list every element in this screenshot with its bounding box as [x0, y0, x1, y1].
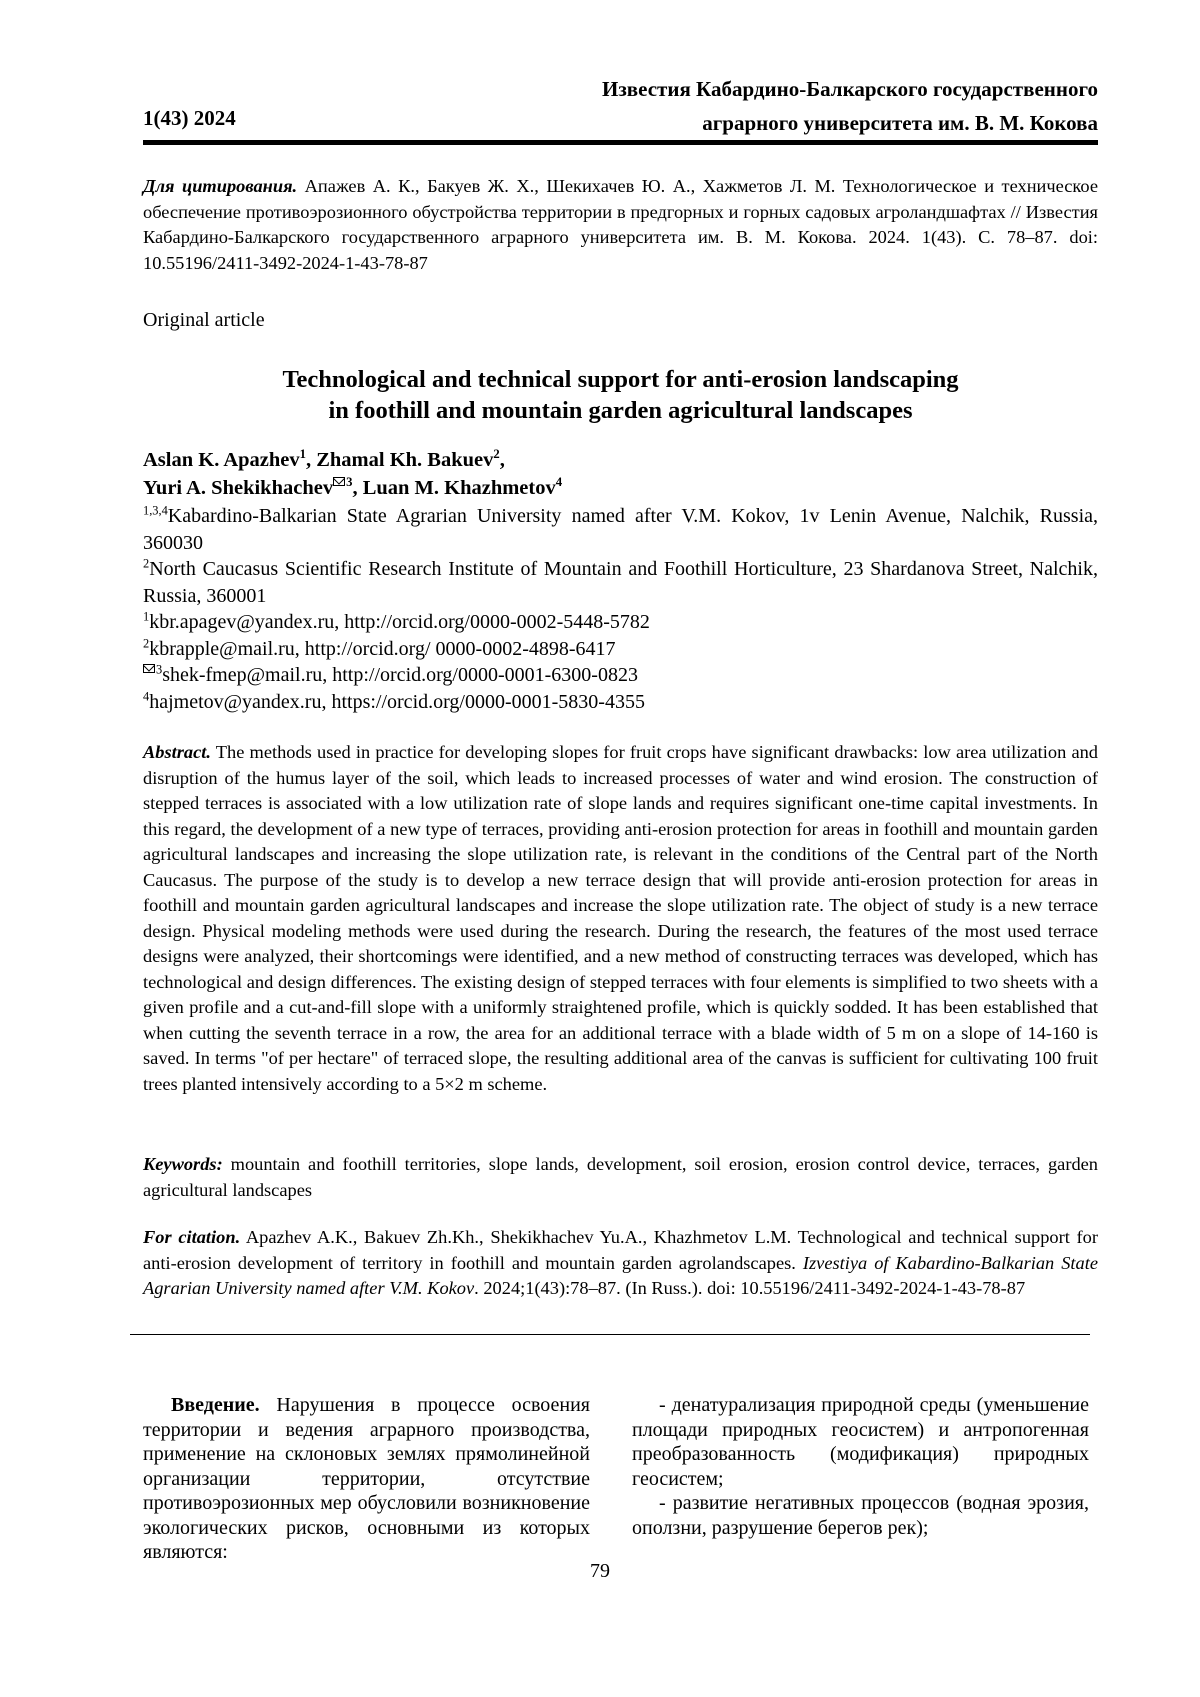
article-title-line1: Technological and technical support for anti-erosion landscaping: [143, 364, 1098, 395]
body-column-left: [143, 1393, 590, 1565]
author-separator: ,: [306, 449, 316, 471]
journal-title-line2: аграрного университета им. В. М. Кокова: [602, 106, 1098, 140]
keywords-text: mountain and foothill territories, slope lands, development, soil erosion, erosion control device, terraces, garden agricultural landscapes: [143, 1154, 1098, 1200]
author-shekikhachev-sup: 3: [346, 475, 352, 489]
contact-4: [143, 689, 1098, 716]
author-line-1: [143, 446, 1098, 474]
citation-english-text: Apazhev A.K., Bakuev Zh.Kh., Shekikhachev Yu.A., Khazhmetov L.M. Technological and technical support for anti-erosion development of territory in foothill and mountain garden agrolandscapes.: [143, 1227, 1098, 1273]
running-header: [143, 72, 1098, 142]
author-list: [143, 446, 1098, 502]
envelope-icon: [333, 477, 345, 486]
author-khazhmetov-sup: 4: [556, 475, 562, 489]
affiliation-2: [143, 556, 1098, 609]
citation-english-journal: Izvestiya of Kabardino-Balkarian State Agrarian University named after V.M. Kokov: [143, 1253, 1098, 1299]
author-khazhmetov: Luan M. Khazhmetov: [363, 477, 556, 499]
author-apazhev-sup: 1: [300, 447, 306, 461]
author-apazhev: Aslan K. Apazhev: [143, 449, 300, 471]
affiliation-2-text: North Caucasus Scientific Research Institute of Mountain and Foothill Horticulture, 23 Shardanova Street, Nalchik, Russia, 360001: [143, 558, 1098, 607]
section-rule: [130, 1334, 1090, 1335]
citation-russian-text: Апажев А. К., Бакуев Ж. Х., Шекихачев Ю. А., Хажметов Л. М. Технологическое и техническое обеспечение противоэрозионного обустройства территории в предгорных и горных садовых агроландшафтах // Известия Кабардино-Балкарского государственного аграрного университета им. В. М. Кокова. 2024. 1(43). С. 78–87. doi: 10.55196/2411-3492-2024-1-43-78-87: [143, 176, 1098, 273]
page-number: 79: [0, 1560, 1200, 1583]
author-separator: ,: [500, 449, 505, 471]
citation-english: [143, 1225, 1098, 1302]
affiliation-2-sup: 2: [143, 556, 149, 570]
journal-title-line1: Известия Кабардино-Балкарского государственного: [602, 72, 1098, 106]
author-line-2: [143, 474, 1098, 502]
intro-heading: Введение.: [171, 1394, 260, 1416]
contact-4-sup: 4: [143, 689, 149, 703]
body-column-right: [632, 1393, 1089, 1540]
author-separator: ,: [352, 477, 362, 499]
contact-3-text[interactable]: shek-fmep@mail.ru, http://orcid.org/0000-0001-6300-0823: [162, 664, 638, 686]
journal-title: [602, 72, 1098, 140]
header-rule: [143, 140, 1098, 145]
envelope-icon: [143, 664, 155, 673]
author-bakuev-sup: 2: [493, 447, 499, 461]
journal-page: [0, 0, 1200, 1697]
risk-item-1: - денатурализация природной среды (уменьшение площади природных геосистем) и антропогенная преобразованность (модификация) природных геосистем;: [632, 1393, 1089, 1491]
intro-text: Нарушения в процессе освоения территории и ведения аграрного производства, применение на склоновых землях прямолинейной организации территории, отсутствие противоэрозионных мер обусловили возникновение экологических рисков, основными из которых являются:: [143, 1394, 590, 1563]
affiliation-1-text: Kabardino-Balkarian State Agrarian University named after V.M. Kokov, 1v Lenin Avenue, Nalchik, Russia, 360030: [143, 505, 1098, 554]
issue-number: 1(43) 2024: [143, 106, 236, 131]
abstract-label: Abstract.: [143, 742, 211, 762]
risk-item-2: - развитие негативных процессов (водная эрозия, оползни, разрушение берегов рек);: [632, 1491, 1089, 1540]
contact-3: [143, 662, 1098, 689]
contact-1-text[interactable]: kbr.apagev@yandex.ru, http://orcid.org/0000-0002-5448-5782: [149, 611, 650, 633]
contact-4-text[interactable]: hajmetov@yandex.ru, https://orcid.org/0000-0001-5830-4355: [149, 691, 645, 713]
abstract: [143, 740, 1098, 1097]
affiliation-1-sup: 1,3,4: [143, 503, 168, 517]
contact-1: [143, 609, 1098, 636]
contact-2-sup: 2: [143, 636, 149, 650]
article-title-line2: in foothill and mountain garden agricultural landscapes: [143, 395, 1098, 426]
article-title: [143, 364, 1098, 426]
keywords: [143, 1152, 1098, 1203]
abstract-text: The methods used in practice for developing slopes for fruit crops have significant drawbacks: low area utilization and disruption of the humus layer of the soil, which leads to increased processes of water and wind erosion. The construction of stepped terraces is associated with a low utilization rate of slope lands and requires significant one-time capital investments. In this regard, the development of a new type of terraces, providing anti-erosion protection for areas in foothill and mountain garden agricultural landscapes and increasing the slope utilization rate, is relevant in the conditions of the Central part of the North Caucasus. The purpose of the study is to develop a new terrace design that will provide anti-erosion protection for areas in foothill and mountain garden agricultural landscapes and increase the slope utilization rate. The object of study is a new terrace design. Physical modeling methods were used during the research. During the research, the features of the most used terrace designs were analyzed, their shortcomings were identified, and a new method of constructing terraces was developed, which has technological and design differences. The existing design of stepped terraces with four elements is simplified to two sheets with a given profile and a cut-and-fill slope with a uniformly straightened profile, which is quickly sodded. It has been established that when cutting the seventh terrace in a row, the area for an additional terrace with a blade width of 5 m on a slope of 14-160 is saved. In terms "of per hectare" of terraced slope, the resulting additional area of the canvas is sufficient for cultivating 100 fruit trees planted intensively according to a 5×2 m scheme.: [143, 742, 1098, 1094]
contact-3-sup: 3: [156, 662, 162, 676]
contact-2: [143, 636, 1098, 663]
contact-1-sup: 1: [143, 609, 149, 623]
citation-english-tail: . 2024;1(43):78–87. (In Russ.). doi: 10.55196/2411-3492-2024-1-43-78-87: [474, 1278, 1025, 1298]
citation-russian: [143, 174, 1098, 276]
citation-english-label: For citation.: [143, 1227, 240, 1247]
article-type: Original article: [143, 309, 265, 332]
author-bakuev: Zhamal Kh. Bakuev: [316, 449, 493, 471]
affiliations: [143, 503, 1098, 715]
keywords-label: Keywords:: [143, 1154, 223, 1174]
contact-2-text[interactable]: kbrapple@mail.ru, http://orcid.org/ 0000-0002-4898-6417: [149, 638, 615, 660]
affiliation-1: [143, 503, 1098, 556]
author-shekikhachev: Yuri A. Shekikhachev: [143, 477, 333, 499]
intro-paragraph: [143, 1393, 590, 1565]
citation-russian-label: Для цитирования.: [143, 176, 297, 196]
